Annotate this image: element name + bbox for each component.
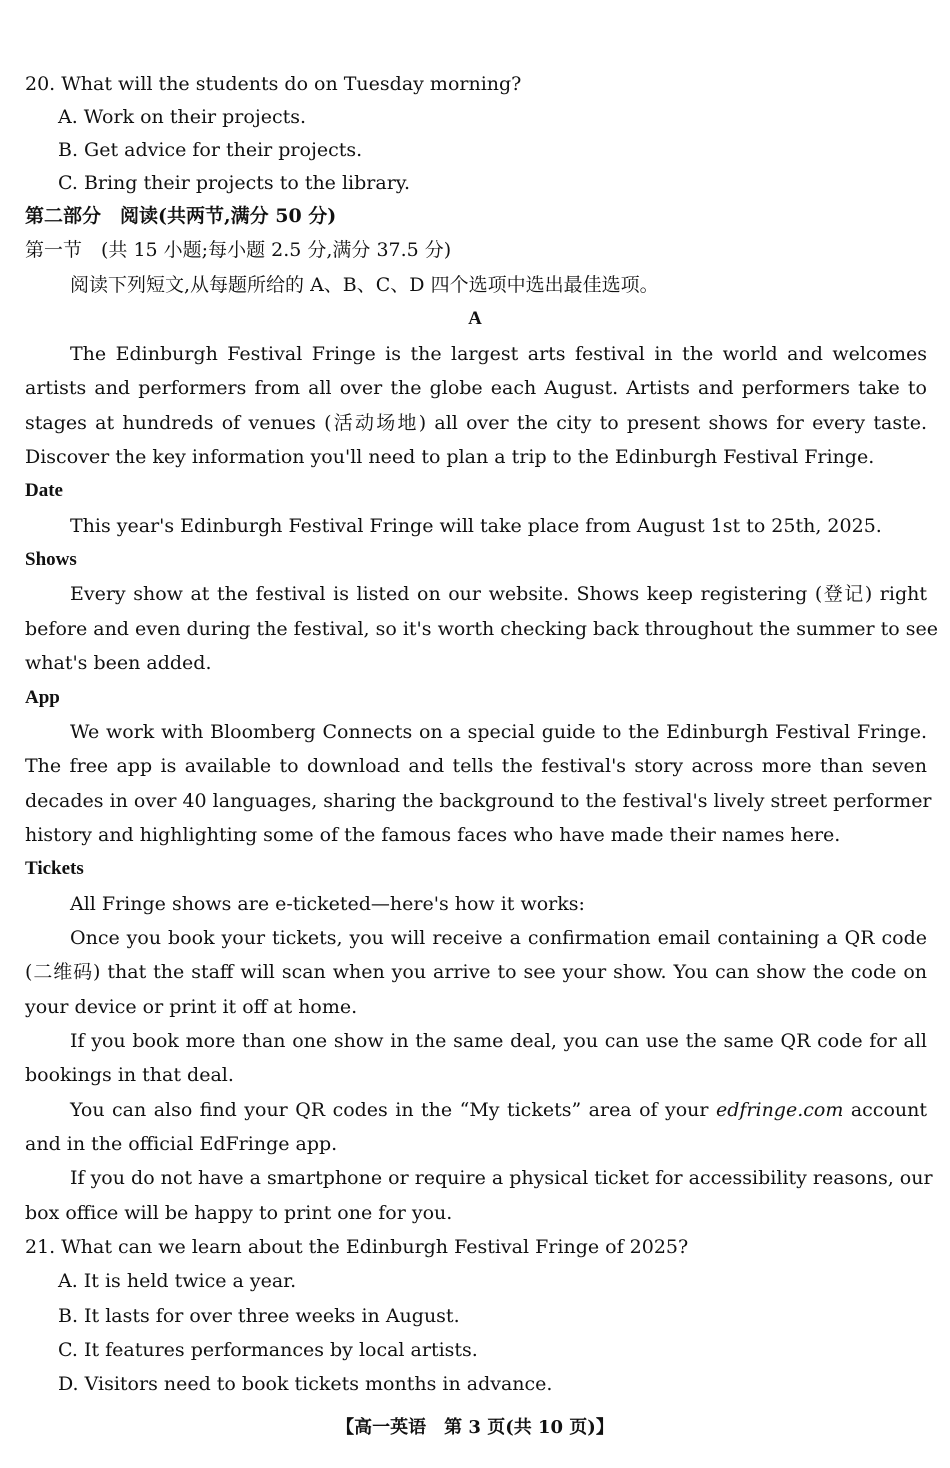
- date-text: This year's Edinburgh Festival Fringe will take place from August 1st to 25th, 2025.: [70, 515, 882, 537]
- passage-label: A: [468, 308, 482, 329]
- tickets-p2-line-1: If you book more than one show in the same deal, you can use the same QR code for all: [70, 1030, 927, 1052]
- reading-instruction: 阅读下列短文,从每题所给的 A、B、C、D 四个选项中选出最佳选项。: [70, 274, 659, 296]
- app-line-1: We work with Bloomberg Connects on a special guide to the Edinburgh Festival Fringe.: [70, 721, 927, 743]
- shows-line-3: what's been added.: [25, 652, 212, 674]
- tickets-heading: Tickets: [25, 858, 84, 879]
- q21-option-d: D. Visitors need to book tickets months in advance.: [58, 1373, 553, 1395]
- app-line-3: decades in over 40 languages, sharing the background to the festival's lively street performer: [25, 790, 932, 812]
- intro-line-2: artists and performers from all over the globe each August. Artists and performers take to: [25, 377, 927, 399]
- tickets-p4-line-2: box office will be happy to print one for you.: [25, 1202, 453, 1224]
- tickets-p3-line-2: and in the official EdFringe app.: [25, 1133, 338, 1155]
- intro-line-4: Discover the key information you'll need to plan a trip to the Edinburgh Festival Fringe.: [25, 446, 875, 468]
- app-line-2: The free app is available to download and tells the festival's story across more than seven: [25, 755, 927, 777]
- tickets-p4-line-1: If you do not have a smartphone or require a physical ticket for accessibility reasons, our: [70, 1167, 933, 1189]
- tickets-p3-text-before: You can also find your QR codes in the “My tickets” area of your: [70, 1099, 709, 1121]
- q21-option-b: B. It lasts for over three weeks in August.: [58, 1305, 460, 1327]
- tickets-p1-line-2: (二维码) that the staff will scan when you arrive to see your show. You can show the code on: [25, 961, 927, 983]
- shows-line-2: before and even during the festival, so it's worth checking back throughout the summer to see: [25, 618, 939, 640]
- app-line-4: history and highlighting some of the famous faces who have made their names here.: [25, 824, 841, 846]
- app-heading: App: [25, 687, 60, 708]
- tickets-p3-line-1: [70, 1093, 927, 1127]
- tickets-p2-line-2: bookings in that deal.: [25, 1064, 234, 1086]
- page-footer: 【高一英语 第 3 页(共 10 页)】: [336, 1417, 614, 1438]
- q21-stem: 21. What can we learn about the Edinburgh Festival Fringe of 2025?: [25, 1236, 689, 1258]
- shows-heading: Shows: [25, 549, 77, 570]
- date-heading: Date: [25, 480, 63, 501]
- tickets-intro: All Fringe shows are e-ticketed—here's how it works:: [70, 893, 585, 915]
- tickets-p1-line-1: Once you book your tickets, you will receive a confirmation email containing a QR code: [70, 927, 927, 949]
- section-subtitle: 第一节 (共 15 小题;每小题 2.5 分,满分 37.5 分): [25, 239, 452, 261]
- shows-line-1: Every show at the festival is listed on our website. Shows keep registering (登记) right: [70, 583, 927, 605]
- tickets-p3-text-after: account: [850, 1099, 927, 1121]
- intro-line-3: stages at hundreds of venues (活动场地) all over the city to present shows for every taste.: [25, 412, 927, 434]
- part-title: 第二部分 阅读(共两节,满分 50 分): [25, 205, 337, 227]
- intro-line-1: The Edinburgh Festival Fringe is the largest arts festival in the world and welcomes: [70, 343, 927, 365]
- q20-option-a: A. Work on their projects.: [58, 106, 307, 128]
- q20-option-b: B. Get advice for their projects.: [58, 139, 363, 161]
- q20-option-c: C. Bring their projects to the library.: [58, 172, 411, 194]
- q21-option-a: A. It is held twice a year.: [58, 1270, 297, 1292]
- q20-stem: 20. What will the students do on Tuesday morning?: [25, 73, 522, 95]
- tickets-p1-line-3: your device or print it off at home.: [25, 996, 358, 1018]
- edfringe-website: edfringe.com: [715, 1099, 844, 1121]
- q21-option-c: C. It features performances by local artists.: [58, 1339, 478, 1361]
